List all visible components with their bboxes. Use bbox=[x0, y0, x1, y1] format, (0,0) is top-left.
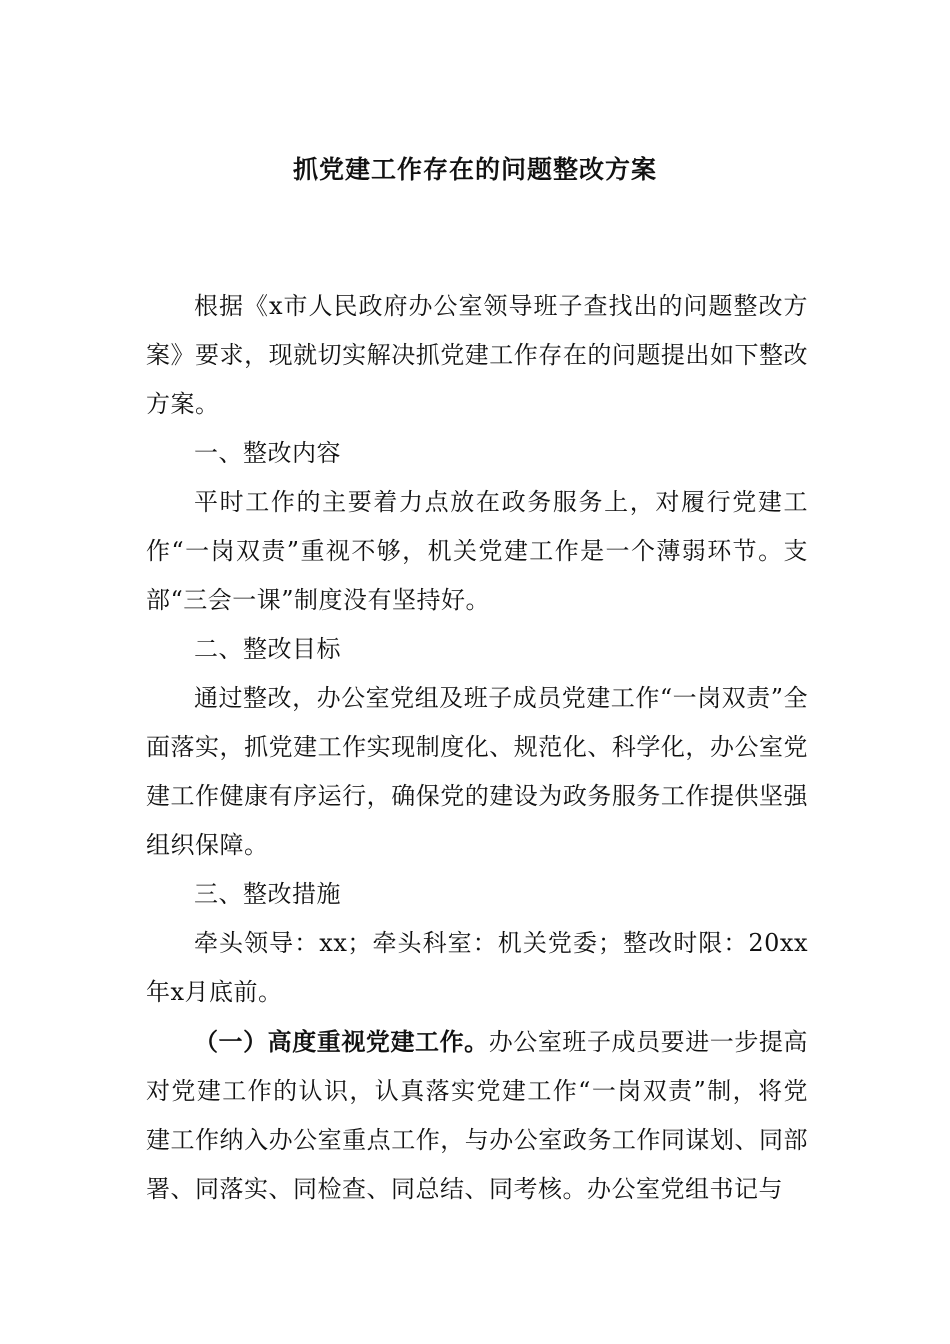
section-paragraph-2: 通过整改，办公室党组及班子成员党建工作“一岗双责”全面落实，抓党建工作实现制度化、规范化、科学化，办公室党建工作健康有序运行，确保党的建设为政务服务工作提供坚强组织保障。 bbox=[146, 684, 808, 859]
section-heading-3: 三、整改措施 bbox=[194, 880, 341, 908]
document-body bbox=[146, 282, 808, 1214]
measure-item-1-lead: （一）高度重视党建工作。 bbox=[194, 1027, 489, 1056]
section-paragraph-3: 牵头领导：xx；牵头科室：机关党委；整改时限：20xx年x月底前。 bbox=[146, 929, 808, 1006]
measure-item-1-text: 办公室班子成员要进一步提高对党建工作的认识，认真落实党建工作“一岗双责”制，将党建工作纳入办公室重点工作，与办公室政务工作同谋划、同部署、同落实、同检查、同总结、同考核。办公室党组书记与 bbox=[146, 1028, 808, 1203]
measure-item-1 bbox=[146, 1017, 808, 1214]
section-paragraph-1: 平时工作的主要着力点放在政务服务上，对履行党建工作“一岗双责”重视不够，机关党建工作是一个薄弱环节。支部“三会一课”制度没有坚持好。 bbox=[146, 488, 808, 614]
intro-paragraph: 根据《x市人民政府办公室领导班子查找出的问题整改方案》要求，现就切实解决抓党建工作存在的问题提出如下整改方案。 bbox=[146, 292, 808, 418]
document-title: 抓党建工作存在的问题整改方案 bbox=[292, 155, 657, 184]
section-heading-2: 二、整改目标 bbox=[194, 635, 341, 663]
section-heading-1: 一、整改内容 bbox=[194, 439, 341, 467]
